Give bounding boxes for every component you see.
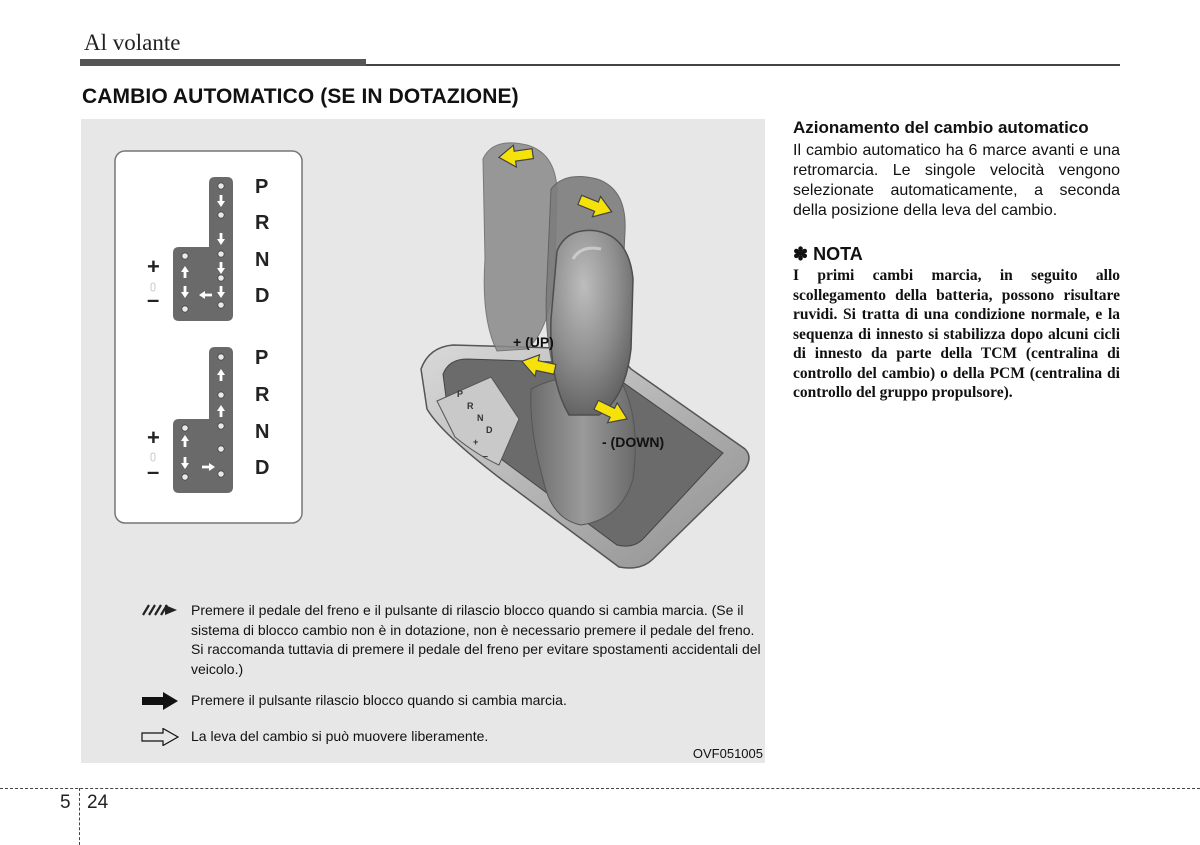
console-letter-p: P: [457, 389, 464, 399]
gate-letter-d: D: [255, 285, 270, 307]
console-letter-minus: –: [483, 451, 489, 461]
gate-letter-n-lower: N: [255, 421, 270, 443]
console-letter-r: R: [467, 401, 474, 411]
text-column: [793, 118, 1120, 403]
figure-illustration: [81, 119, 765, 599]
solid-arrow-icon: [141, 692, 191, 715]
footer-rule: [0, 788, 1200, 789]
footer-separator: [79, 788, 80, 845]
plus-label: +: [147, 254, 160, 279]
console-letter-plus: +: [473, 437, 479, 447]
figure-legend: [141, 601, 761, 763]
figure-code: OVF051005: [692, 746, 763, 761]
gear-shift-figure: [81, 119, 765, 763]
nota-title: ✽ NOTA: [793, 244, 863, 264]
chapter-number: 5: [60, 792, 71, 813]
legend-item: [141, 727, 761, 751]
page-heading: CAMBIO AUTOMATICO (SE IN DOTAZIONE): [82, 85, 519, 108]
plus-label-lower: +: [147, 425, 160, 450]
gate-letter-p: P: [255, 176, 269, 198]
subheading: Azionamento del cambio automatico: [793, 118, 1089, 137]
gate-letter-n: N: [255, 249, 270, 271]
legend-item: [141, 691, 761, 715]
down-label: - (DOWN): [602, 434, 665, 450]
legend-text: Premere il pedale del freno e il pulsante di rilascio blocco quando si cambia marcia. (Se il sistema di blocco cambio non è in dotazione, non è necessario premere il pedale del freno. Si raccomanda tuttavia di premere il pedale del freno per evitare spostamenti accidentali del veicolo.): [191, 602, 761, 677]
gate-letter-p-lower: P: [255, 347, 269, 369]
gate-letter-d-lower: D: [255, 457, 270, 479]
header-rule-thick: [80, 59, 366, 66]
header-rule-thin: [366, 64, 1120, 66]
section-title: Al volante: [84, 30, 181, 55]
outline-arrow-icon: [141, 728, 191, 751]
legend-item: [141, 601, 761, 679]
gate-letter-r: R: [255, 212, 270, 234]
shifter-illustration: [421, 143, 749, 568]
page-number: 24: [87, 792, 109, 813]
hatched-arrow-icon: [141, 602, 191, 623]
console-letter-n: N: [477, 413, 484, 423]
minus-label-lower: –: [147, 459, 160, 484]
body-paragraph: Il cambio automatico ha 6 marce avanti e una retromarcia. Le singole velocità vengono selezionate automaticamente, a seconda della posizione della leva del cambio.: [793, 142, 1120, 219]
gate-letter-r-lower: R: [255, 384, 270, 406]
nota-text: I primi cambi marcia, in seguito allo scollegamento della batteria, possono risultare ruvidi. Si tratta di una condizione normale, e la sequenza di innesto si stabilizza dopo alcuni cicli di innesto da parte della TCM (centralina di controllo del cambio) o della PCM (centralina di controllo del gruppo propulsore).: [793, 267, 1120, 401]
minus-label: –: [147, 287, 160, 312]
up-label: + (UP): [513, 334, 554, 350]
legend-text: La leva del cambio si può muovere liberamente.: [191, 728, 489, 744]
legend-text: Premere il pulsante rilascio blocco quando si cambia marcia.: [191, 692, 567, 708]
console-letter-d: D: [486, 425, 493, 435]
